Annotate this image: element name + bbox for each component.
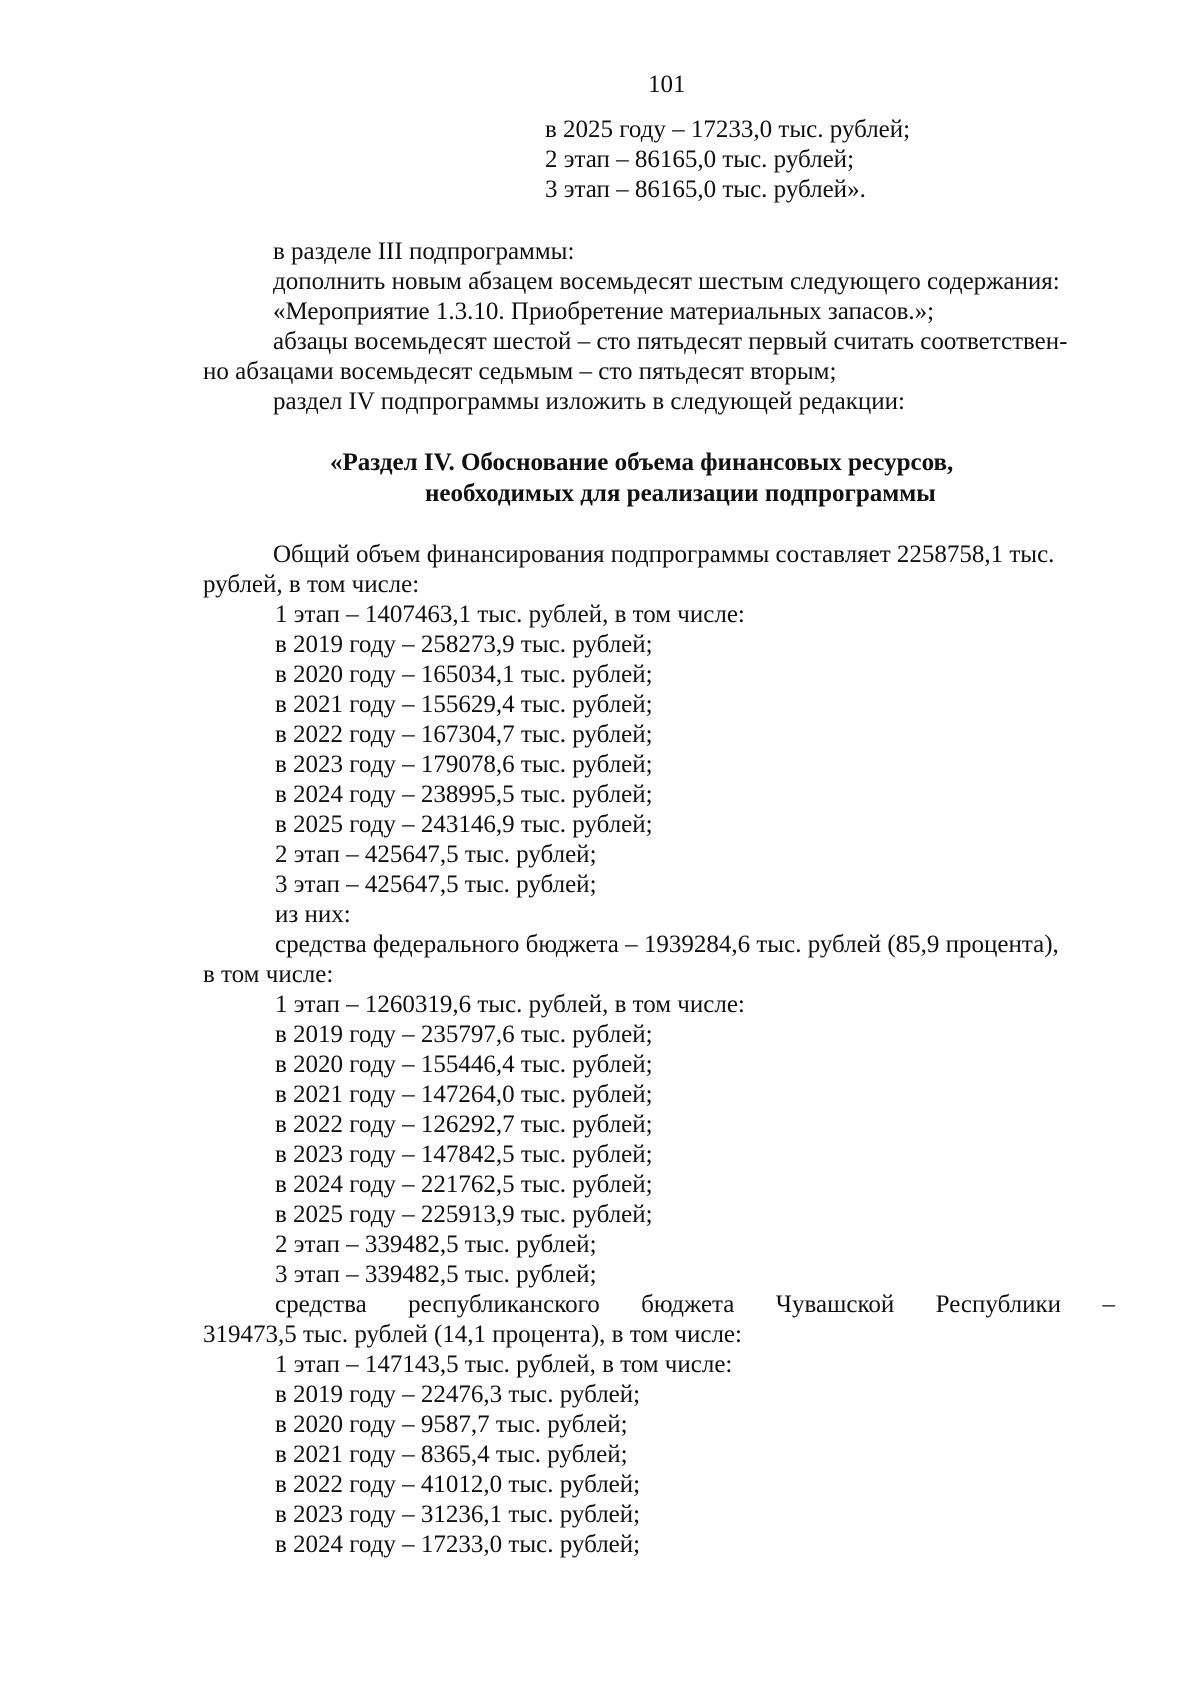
text-line: «Мероприятие 1.3.10. Приобретение материальных запасов.»; <box>273 298 935 325</box>
text-line: в 2023 году – 147842,5 тыс. рублей; <box>275 1141 653 1168</box>
page-number: 101 <box>648 71 686 98</box>
text-line: в 2025 году – 225913,9 тыс. рублей; <box>275 1201 653 1228</box>
text-line: в том числе: <box>203 961 334 988</box>
section-heading: необходимых для реализации подпрограммы <box>425 480 936 507</box>
text-line: в 2022 году – 167304,7 тыс. рублей; <box>275 721 653 748</box>
text-line: в 2020 году – 9587,7 тыс. рублей; <box>275 1411 628 1438</box>
text-line: в 2025 году – 17233,0 тыс. рублей; <box>545 116 911 143</box>
text-line: 2 этап – 86165,0 тыс. рублей; <box>545 146 855 173</box>
text-line: 3 этап – 339482,5 тыс. рублей; <box>275 1261 597 1288</box>
text-line: рублей, в том числе: <box>203 571 420 598</box>
text-line: 2 этап – 339482,5 тыс. рублей; <box>275 1231 597 1258</box>
text-line: в 2021 году – 147264,0 тыс. рублей; <box>275 1081 653 1108</box>
text-line: в 2020 году – 155446,4 тыс. рублей; <box>275 1051 653 1078</box>
text-line: в 2020 году – 165034,1 тыс. рублей; <box>275 661 653 688</box>
section-heading: «Раздел IV. Обоснование объема финансовых ресурсов, <box>330 449 954 476</box>
text-line: 1 этап – 147143,5 тыс. рублей, в том числе: <box>275 1351 733 1378</box>
text-line: 1 этап – 1260319,6 тыс. рублей, в том числе: <box>275 991 745 1018</box>
text-line: 3 этап – 425647,5 тыс. рублей; <box>275 871 597 898</box>
word: Чувашской <box>775 1291 895 1318</box>
text-line: в 2024 году – 238995,5 тыс. рублей; <box>275 781 653 808</box>
text-line: из них: <box>275 901 351 928</box>
text-line: абзацы восемьдесят шестой – сто пятьдесят первый считать соответствен- <box>273 328 1068 355</box>
text-line: но абзацами восемьдесят седьмым – сто пятьдесят вторым; <box>203 358 837 385</box>
text-line: в 2022 году – 41012,0 тыс. рублей; <box>275 1471 641 1498</box>
text-line: 319473,5 тыс. рублей (14,1 процента), в том числе: <box>203 1321 742 1348</box>
text-line: 3 этап – 86165,0 тыс. рублей». <box>545 176 866 203</box>
text-line: в 2021 году – 155629,4 тыс. рублей; <box>275 691 653 718</box>
text-line: 2 этап – 425647,5 тыс. рублей; <box>275 841 597 868</box>
text-line: в 2024 году – 17233,0 тыс. рублей; <box>275 1531 641 1558</box>
text-line: в 2025 году – 243146,9 тыс. рублей; <box>275 811 653 838</box>
word: – <box>1102 1291 1115 1318</box>
text-line: 1 этап – 1407463,1 тыс. рублей, в том числе: <box>275 601 745 628</box>
text-line: в 2019 году – 235797,6 тыс. рублей; <box>275 1021 653 1048</box>
text-line: в 2019 году – 258273,9 тыс. рублей; <box>275 631 653 658</box>
text-line: в 2019 году – 22476,3 тыс. рублей; <box>275 1381 641 1408</box>
text-line: в 2022 году – 126292,7 тыс. рублей; <box>275 1111 653 1138</box>
text-line: раздел IV подпрограммы изложить в следующей редакции: <box>273 388 905 415</box>
paragraph-intro <box>275 1290 1115 1320</box>
word: Республики <box>935 1291 1062 1318</box>
word: бюджета <box>641 1291 735 1318</box>
word: средства <box>275 1291 367 1318</box>
text-line: в 2024 году – 221762,5 тыс. рублей; <box>275 1171 653 1198</box>
text-line: дополнить новым абзацем восемьдесят шестым следующего содержания: <box>273 268 1060 295</box>
word: республиканского <box>408 1291 600 1318</box>
paragraph-intro: Общий объем финансирования подпрограммы составляет 2258758,1 тыс. <box>273 541 1055 568</box>
paragraph-intro: средства федерального бюджета – 1939284,6 тыс. рублей (85,9 процента), <box>275 931 1059 958</box>
text-line: в 2023 году – 31236,1 тыс. рублей; <box>275 1501 641 1528</box>
text-line: в 2021 году – 8365,4 тыс. рублей; <box>275 1441 628 1468</box>
text-line: в 2023 году – 179078,6 тыс. рублей; <box>275 751 653 778</box>
text-line: в разделе III подпрограммы: <box>273 238 575 265</box>
